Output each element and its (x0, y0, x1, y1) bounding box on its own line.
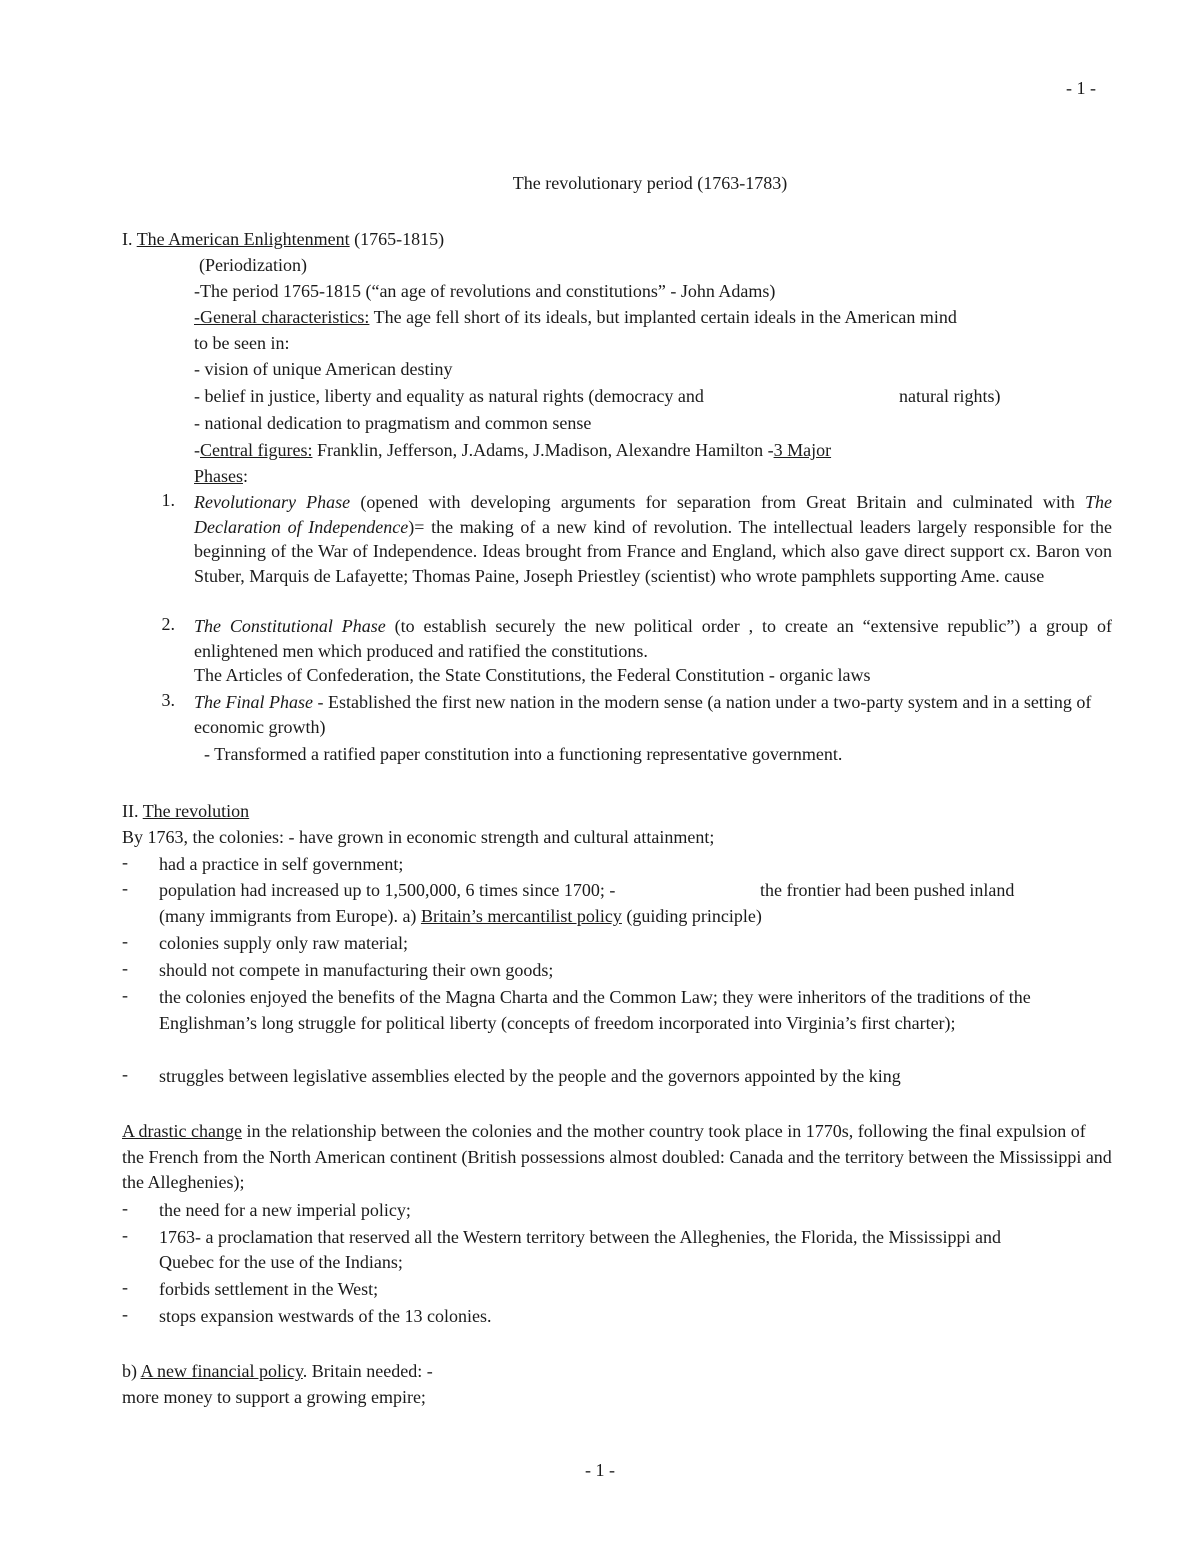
list-item-cont (159, 904, 762, 928)
list-item: forbids settlement in the West; (159, 1279, 379, 1299)
list-dash: - (122, 1304, 128, 1324)
list-item: population had increased up to 1,500,000, 6 times since 1700; - (159, 880, 616, 900)
central-figures-label: Central figures: (200, 440, 313, 460)
list-item: the need for a new imperial policy; (159, 1200, 411, 1220)
phase-name: The Final Phase (194, 692, 313, 712)
list-dash: - (122, 878, 128, 898)
section-title: The revolution (142, 801, 250, 821)
document-title: The revolutionary period (1763-1783) (512, 173, 788, 193)
general-characteristics-cont: to be seen in: (194, 333, 290, 353)
phase-number: 1. (161, 490, 175, 510)
trait-item-cont: natural rights) (899, 386, 1001, 406)
periodization-label: (Periodization) (199, 255, 307, 275)
phase-3-extra: - Transformed a ratified paper constitution into a functioning representative government. (204, 744, 843, 764)
financial-policy-item: more money to support a growing empire; (122, 1387, 426, 1407)
list-item-cont: the frontier had been pushed inland (760, 880, 1015, 900)
phases-label (194, 464, 248, 488)
list-dash: - (122, 1225, 128, 1245)
section-number: I. (122, 229, 133, 249)
phase-text: (opened with developing arguments for separation from Great Britain and culminated with (350, 492, 1086, 512)
trait-item: - belief in justice, liberty and equality as natural rights (democracy and (194, 386, 704, 406)
trait-item: - vision of unique American destiny (194, 359, 453, 379)
phases-word: Phases (194, 466, 243, 486)
list-item: stops expansion westwards of the 13 colonies. (159, 1306, 492, 1326)
list-dash: - (122, 958, 128, 978)
list-item: should not compete in manufacturing their own goods; (159, 960, 554, 980)
trait-item: - national dedication to pragmatism and common sense (194, 413, 592, 433)
section-1-heading (122, 227, 444, 251)
phase-2-text (194, 614, 1112, 663)
general-characteristics-label: -General characteristics: (194, 307, 370, 327)
list-item: struggles between legislative assemblies elected by the people and the governors appointed by the king (159, 1066, 901, 1086)
list-dash: - (122, 852, 128, 872)
list-dash: - (122, 985, 128, 1005)
list-dash: - (122, 1064, 128, 1084)
financial-policy-text: . Britain needed: - (302, 1361, 433, 1381)
section-title: The American Enlightenment (136, 229, 350, 249)
phase-text: )= the making of a new kind of revolution. The intellectual leaders largely responsible for the beginning of the War of Independence. Ideas brought from France and England, which also gave direct support cx. Baron von Stuber, Marquis de Lafayette; Thomas Paine, Joseph Priestley (scientist) who wrote pamphlets supporting Ame. cause (194, 516, 1112, 586)
declaration-title: The Declaration of Independence (194, 492, 1113, 537)
period-line: -The period 1765-1815 (“an age of revolutions and constitutions” - John Adams) (194, 281, 776, 301)
list-dash: - (122, 1198, 128, 1218)
section-2-heading (122, 799, 249, 823)
list-dash: - (122, 931, 128, 951)
phase-1-text (194, 490, 1112, 588)
financial-policy-prefix: b) (122, 1361, 141, 1381)
phase-name: The Constitutional Phase (194, 616, 386, 636)
section-number: II. (122, 801, 139, 821)
financial-policy-line (122, 1359, 433, 1383)
phase-2-extra: The Articles of Confederation, the State Constitutions, the Federal Constitution - organic laws (194, 665, 871, 685)
phases-colon: : (243, 466, 249, 486)
list-item: the colonies enjoyed the benefits of the Magna Charta and the Common Law; they were inheritors of the traditions of the Englishman’s long struggle for political liberty (concepts of freedom incorporated into Virginia’s first charter); (159, 987, 1031, 1033)
list-item-text: (guiding principle) (621, 906, 762, 926)
central-figures (194, 438, 831, 462)
general-characteristics (194, 305, 957, 329)
header-page-number: - 1 - (1066, 78, 1096, 98)
phase-name: Revolutionary Phase (194, 492, 351, 512)
drastic-change-heading: A drastic change (122, 1121, 242, 1141)
section-2-intro: By 1763, the colonies: - have grown in economic strength and cultural attainment; (122, 827, 715, 847)
phase-number: 2. (161, 614, 175, 634)
footer-page-number: - 1 - (585, 1460, 615, 1480)
drastic-change-paragraph (122, 1119, 1112, 1196)
list-item: had a practice in self government; (159, 854, 404, 874)
financial-policy-heading: A new financial policy (140, 1361, 303, 1381)
phase-3-text (194, 690, 1112, 739)
list-item: colonies supply only raw material; (159, 933, 408, 953)
section-dates: (1765-1815) (354, 229, 445, 249)
list-item-text: (many immigrants from Europe). a) (159, 906, 421, 926)
central-figures-dash: - (194, 440, 200, 460)
general-characteristics-text: The age fell short of its ideals, but implanted certain ideals in the American mind (369, 307, 957, 327)
central-figures-text: Franklin, Jefferson, J.Adams, J.Madison, Alexandre Hamilton - (312, 440, 774, 460)
mercantilist-policy-heading: Britain’s mercantilist policy (420, 906, 622, 926)
phase-number: 3. (161, 690, 175, 710)
phase-text: (to establish securely the new political order , to create an “extensive republic”) a group of enlightened men which produced and ratified the constitutions. (194, 616, 1112, 661)
list-dash: - (122, 1277, 128, 1297)
list-item: 1763- a proclamation that reserved all the Western territory between the Alleghenies, the Florida, the Mississippi and Quebec for the use of the Indians; (159, 1227, 1001, 1272)
major-phases-label: 3 Major (773, 440, 832, 460)
phase-text: - Established the first new nation in the modern sense (a nation under a two-party system and in a setting of economic growth) (194, 692, 1092, 737)
paragraph-text: in the relationship between the colonies and the mother country took place in 1770s, following the final expulsion of the French from the North American continent (British possessions almost doubled: Canada and the territory between the Mississippi and the Alleghenies); (122, 1121, 1112, 1192)
